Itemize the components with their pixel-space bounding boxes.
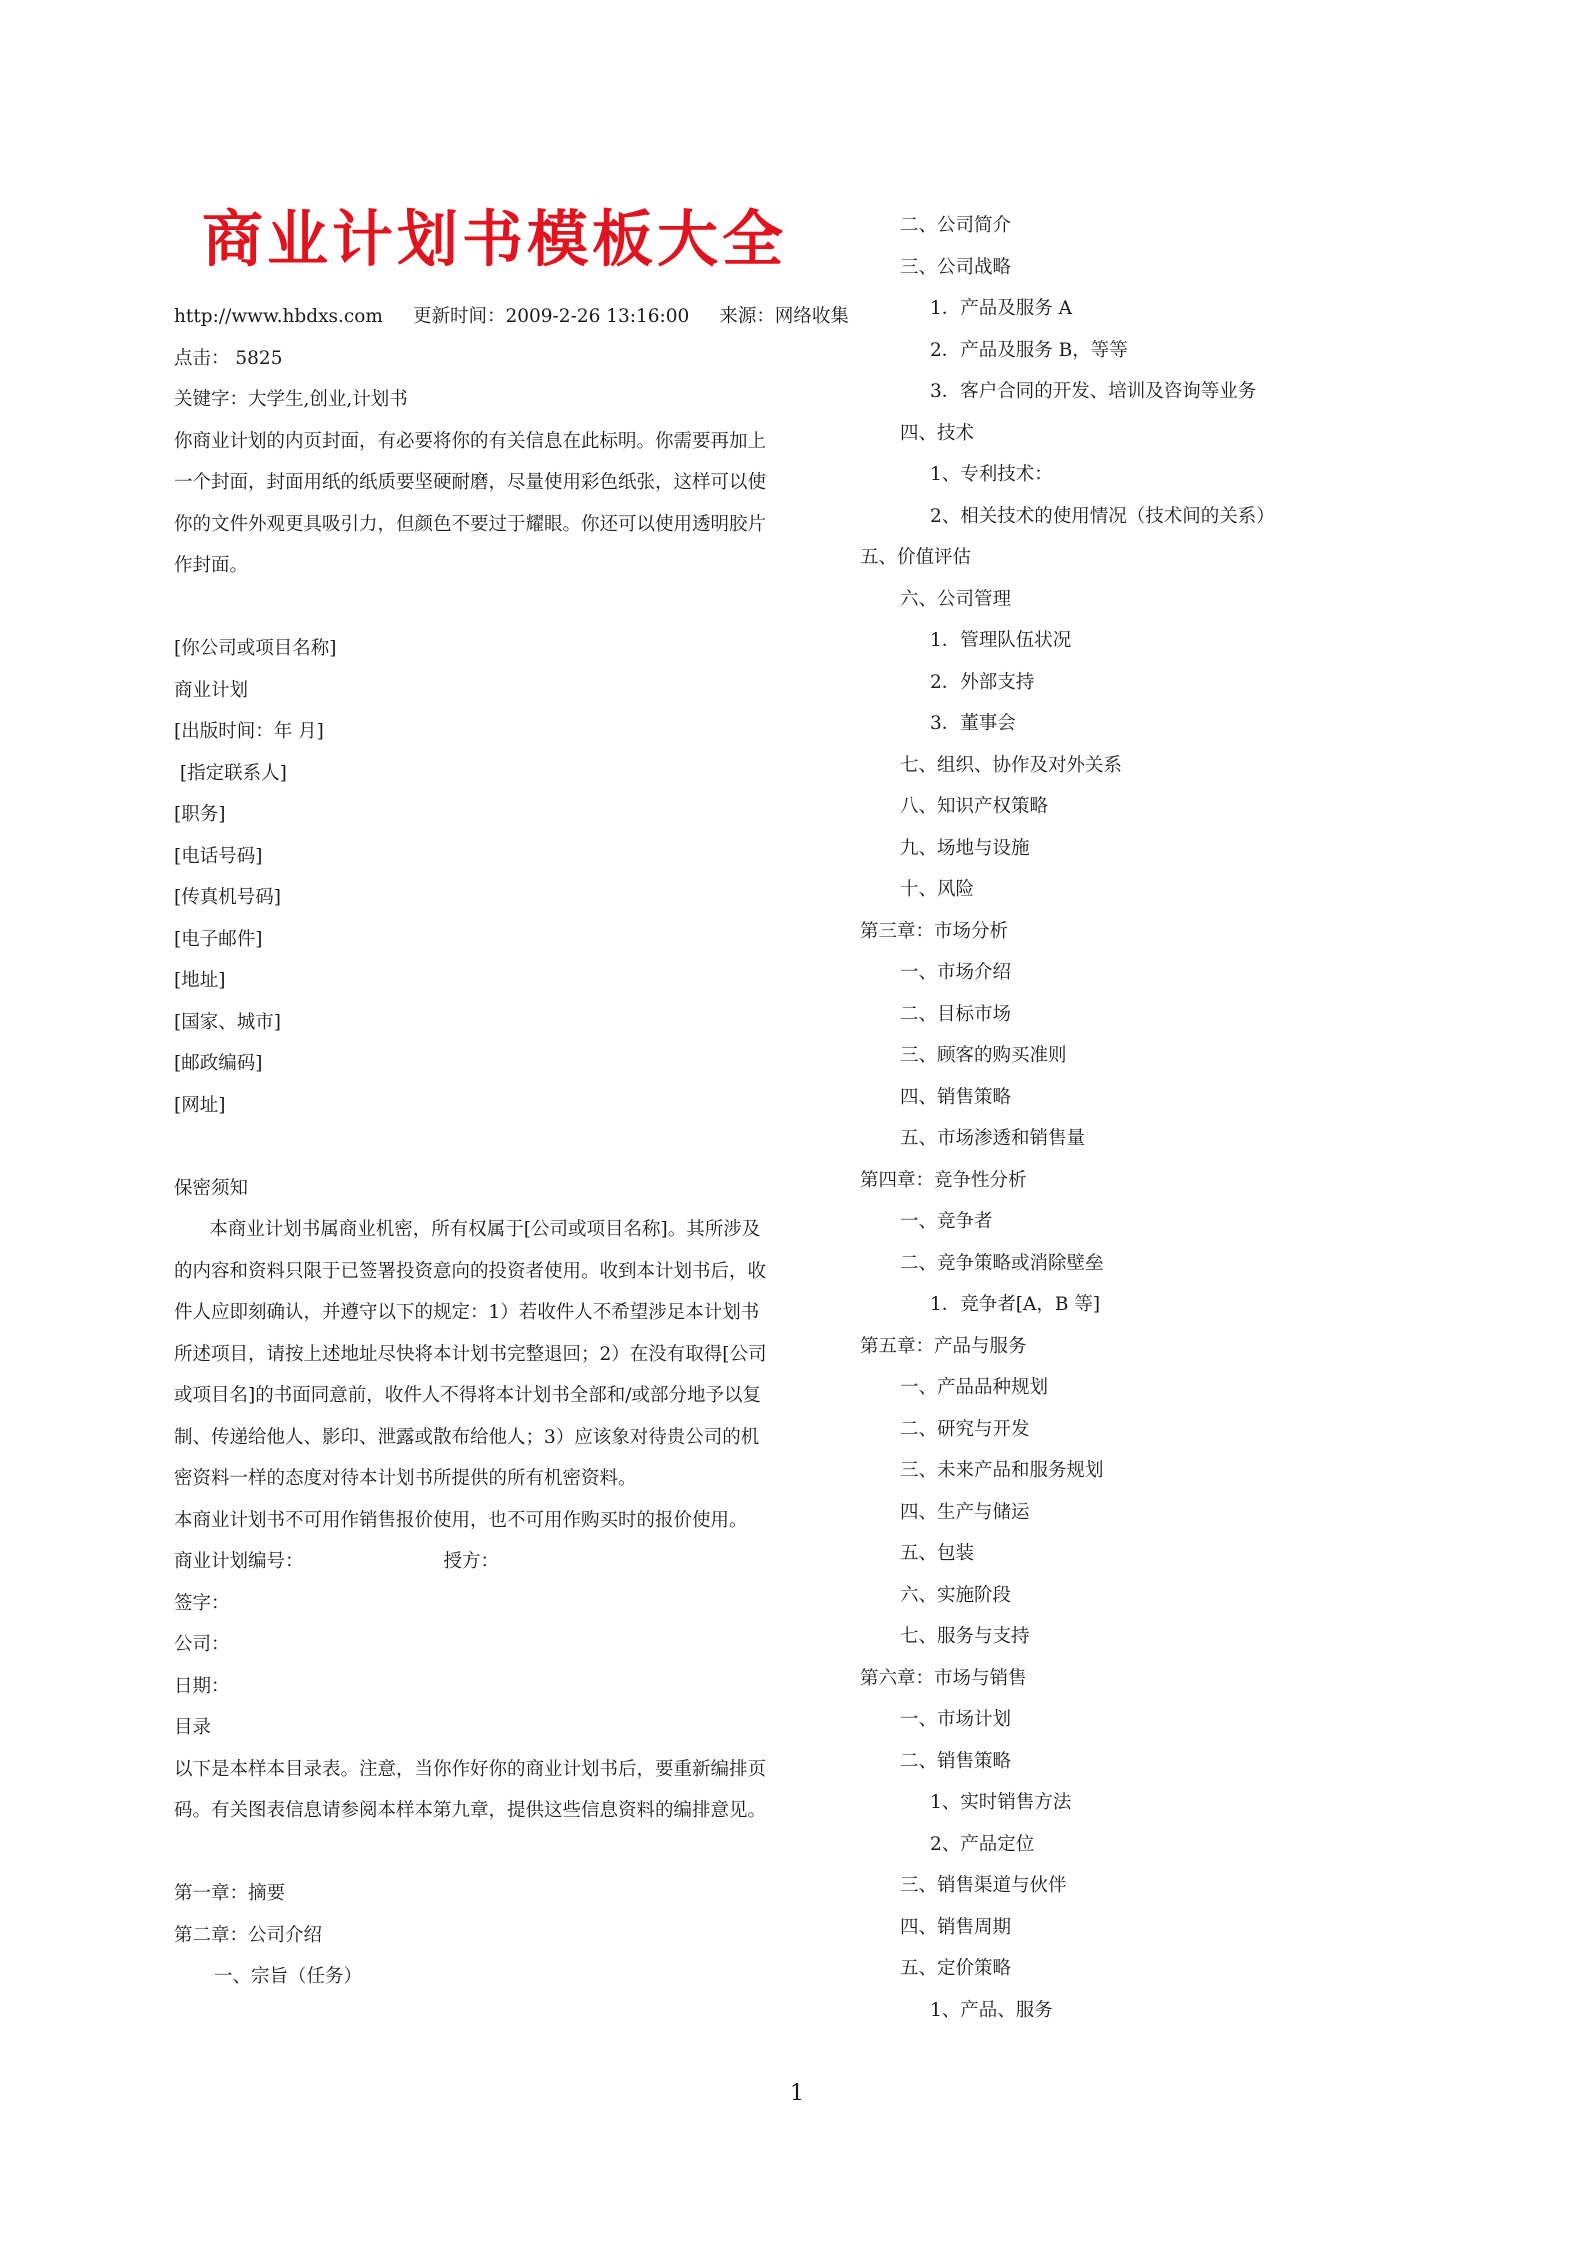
toc-item: 五、包装 [900,1543,975,1564]
intro-line: 你商业计划的内页封面，有必要将你的有关信息在此标明。你需要再加上 [174,430,767,452]
plan-number-label: 商业计划编号： [174,1551,304,1572]
confidential-line: 件人应即刻确认，并遵守以下的规定：1）若收件人不希望涉足本计划书 [174,1302,760,1323]
grantee-label: 授方： [443,1551,500,1572]
toc-item: 七、服务与支持 [900,1626,1030,1647]
toc-item: 八、知识产权策略 [900,796,1049,817]
toc-item: 四、生产与储运 [900,1501,1030,1523]
toc-item: 三、顾客的购买准则 [900,1045,1067,1066]
toc-item: 2、产品定位 [930,1833,1035,1855]
confidential-line: 密资料一样的态度对待本计划书所提供的所有机密资料。 [174,1468,637,1489]
toc-intro-line: 码。有关图表信息请参阅本样本第九章，提供这些信息资料的编排意见。 [174,1800,767,1821]
toc-item: 二、研究与开发 [900,1418,1030,1440]
source-label: 来源：网络收集 [719,306,849,327]
left-column [174,200,849,1998]
cover-field: [指定联系人] [174,762,287,784]
page-title: 商业计划书模板大全 [202,204,788,275]
plan-number-row [174,1541,814,1583]
cover-field: [国家、城市] [174,1011,281,1033]
confidential-line: 本商业计划书属商业机密，所有权属于[公司或项目名称]。其所涉及 [174,1219,761,1240]
toc-item: 1、产品、服务 [930,1999,1053,2021]
confidential-line: 的内容和资料只限于已签署投资意向的投资者使用。收到本计划书后，收 [174,1260,767,1282]
toc-item: 第二章：公司介绍 [174,1924,323,1946]
toc-item: 十、风险 [900,879,975,900]
toc-item: 一、市场计划 [900,1709,1012,1730]
toc-intro-line: 以下是本样本目录表。注意，当你作好你的商业计划书后，要重新编排页 [174,1758,767,1780]
update-time: 更新时间：2009-2-26 13:16:00 [412,306,690,327]
company-label: 公司： [174,1634,230,1655]
toc-item: 3．客户合同的开发、培训及咨询等业务 [930,381,1257,402]
toc-item: 1、实时销售方法 [930,1792,1072,1813]
toc-left-list [174,1873,814,1998]
toc-item: 2．产品及服务 B，等等 [930,339,1128,361]
intro-line: 你的文件外观更具吸引力，但颜色不要过于耀眼。你还可以使用透明胶片 [174,513,767,535]
cover-field: [你公司或项目名称] [174,638,337,659]
cover-field: [邮政编码] [174,1053,263,1074]
cover-field: [职务] [174,804,226,825]
meta-line [174,296,849,338]
toc-item: 3．董事会 [930,713,1016,734]
date-label: 日期： [174,1675,230,1697]
confidential-heading: 保密须知 [174,1177,249,1199]
source-url: http://www.hbdxs.com [174,306,383,327]
page-number: 1 [790,2081,804,2106]
toc-item: 三、未来产品和服务规划 [900,1460,1104,1481]
toc-item: 一、产品品种规划 [900,1377,1049,1398]
signature-label: 签字： [174,1592,230,1614]
toc-item: 四、销售周期 [900,1916,1012,1938]
toc-item: 三、销售渠道与伙伴 [900,1875,1067,1896]
click-count: 点击： 5825 [174,347,283,369]
toc-item: 第三章：市场分析 [860,920,1009,942]
toc-item: 三、公司战略 [900,256,1012,278]
confidential-line: 或项目名]的书面同意前，收件人不得将本计划书全部和/或部分地予以复 [174,1385,761,1406]
toc-item: 五、定价策略 [900,1958,1012,1979]
confidential-line: 制、传递给他人、影印、泄露或散布给他人；3）应该象对待贵公司的机 [174,1426,760,1448]
toc-item: 1．竞争者[A，B 等] [930,1294,1101,1315]
toc-item: 四、技术 [900,422,975,444]
toc-right-list [860,205,1420,2031]
cover-field: [出版时间：年 月] [174,721,324,742]
toc-item: 五、市场渗透和销售量 [900,1128,1086,1149]
intro-paragraph [174,421,814,587]
toc-item: 六、实施阶段 [900,1584,1012,1606]
toc-item: 九、场地与设施 [900,837,1030,859]
toc-item: 一、市场介绍 [900,962,1012,983]
toc-item: 1、专利技术： [930,464,1053,485]
cover-field: [地址] [174,970,226,991]
toc-item: 四、销售策略 [900,1086,1012,1108]
intro-line: 作封面。 [174,555,249,576]
confidential-notice [174,1168,814,1542]
cover-field: [电子邮件] [174,928,263,950]
cover-field: [传真机号码] [174,887,281,908]
intro-line: 一个封面，封面用纸的纸质要坚硬耐磨，尽量使用彩色纸张，这样可以使 [174,472,767,493]
cover-fields [174,628,814,1126]
toc-item: 一、宗旨（任务） [214,1966,363,1987]
confidential-line: 本商业计划书不可用作销售报价使用，也不可用作购买时的报价使用。 [174,1509,748,1531]
toc-item: 二、目标市场 [900,1003,1012,1025]
toc-item: 二、竞争策略或消除壁垒 [900,1252,1104,1274]
toc-item: 五、价值评估 [860,547,972,568]
cover-field: 商业计划 [174,679,249,701]
toc-item: 六、公司管理 [900,588,1012,610]
keywords: 关键字：大学生,创业,计划书 [174,389,408,410]
toc-heading: 目录 [174,1717,212,1738]
toc-item: 第五章：产品与服务 [860,1335,1027,1357]
cover-field: [电话号码] [174,845,263,867]
toc-item: 第四章：竞争性分析 [860,1169,1027,1191]
confidential-line: 所述项目，请按上述地址尽快将本计划书完整退回；2）在没有取得[公司 [174,1343,767,1365]
toc-item: 一、竞争者 [900,1211,993,1232]
toc-item: 1．产品及服务 A [930,298,1073,319]
toc-item: 第六章：市场与销售 [860,1667,1027,1689]
toc-item: 二、公司简介 [900,215,1012,236]
toc-item: 七、组织、协作及对外关系 [900,754,1123,776]
toc-item: 1．管理队伍状况 [930,630,1072,651]
toc-item: 第一章：摘要 [174,1883,286,1904]
toc-item: 二、销售策略 [900,1750,1012,1772]
toc-item: 2、相关技术的使用情况（技术间的关系） [930,505,1275,527]
cover-field: [网址] [174,1094,226,1116]
toc-item: 2．外部支持 [930,671,1035,693]
